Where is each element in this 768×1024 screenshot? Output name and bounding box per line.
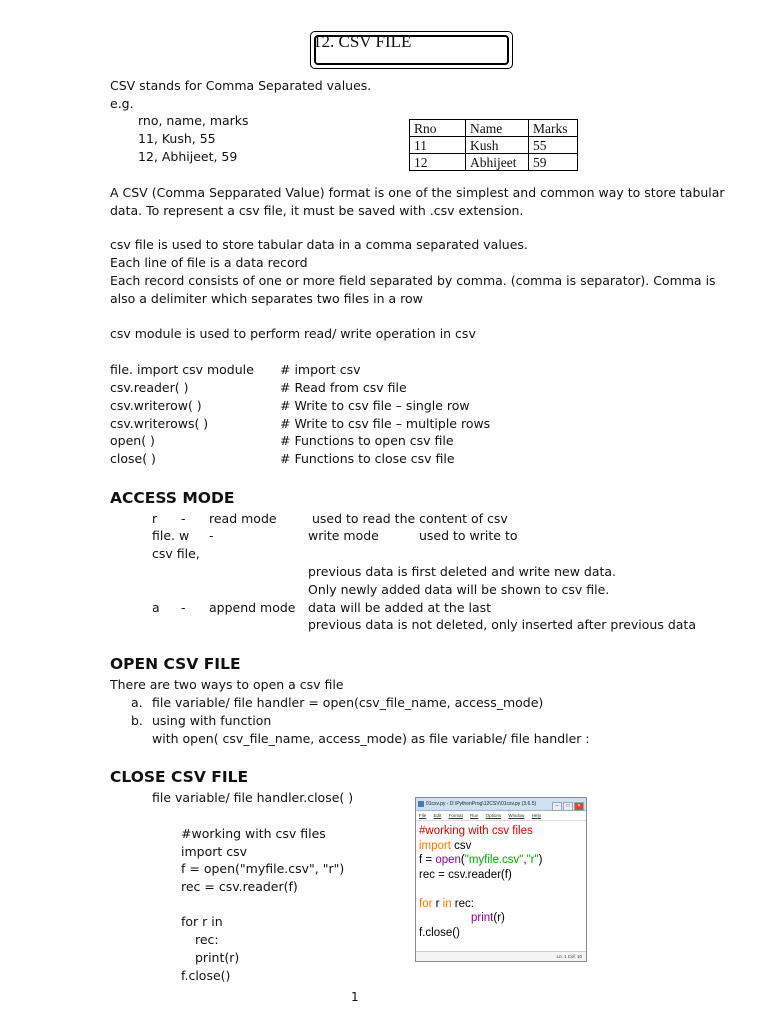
idle-code-line (419, 882, 586, 897)
code-builtin: print (471, 912, 494, 924)
mode-a-name: append mode (209, 600, 296, 615)
mode-w-note-1: previous data is first deleted and write new data. (308, 564, 617, 579)
table-cell: 11 (410, 137, 466, 154)
code-text: , (523, 854, 527, 866)
menu-item: Run (470, 813, 479, 818)
mode-w-dash: - (209, 528, 214, 543)
menu-item: Window (508, 813, 525, 818)
paragraph-2-line-4: also a delimiter which separates two files in a row (110, 291, 423, 306)
example-line-1: rno, name, marks (138, 113, 249, 128)
mode-r-dash: - (181, 511, 186, 526)
paragraph-2-line-1: csv file is used to store tabular data in a comma separated values. (110, 237, 528, 252)
code-line: f = open("myfile.csv", "r") (181, 861, 345, 876)
mode-w-continued: csv file, (152, 546, 200, 561)
mode-w-letter: file. w (152, 528, 190, 543)
table-header-cell: Name (466, 120, 529, 137)
table-header-cell: Marks (529, 120, 578, 137)
close-csv-heading: CLOSE CSV FILE (110, 768, 249, 786)
idle-window-title: 01csv.py - D:\PythonProg\12CSV\01csv.py (3.6.5) (426, 801, 537, 807)
function-name: open( ) (110, 433, 155, 448)
menu-item: Format (448, 813, 463, 818)
page-title: 12. CSV FILE (313, 32, 412, 51)
list-marker-a: a. (131, 695, 143, 710)
menu-item: Edit (433, 813, 442, 818)
code-line: import csv (181, 844, 248, 859)
function-desc: # Read from csv file (280, 380, 407, 395)
table-row (410, 154, 578, 171)
maximize-icon: □ (563, 802, 573, 811)
mode-a-dash: - (181, 600, 186, 615)
function-name: close( ) (110, 451, 156, 466)
mode-r-letter: r (152, 511, 158, 526)
table-cell: Kush (466, 137, 529, 154)
example-line-2: 11, Kush, 55 (138, 131, 216, 146)
idle-code-line (419, 824, 586, 839)
mode-w-desc: used to write to (419, 528, 518, 543)
code-text: ( (460, 854, 465, 866)
code-line: f.close() (181, 968, 231, 983)
open-method-b-syntax: with open( csv_file_name, access_mode) as file variable/ file handler : (152, 731, 590, 746)
table-cell: 55 (529, 137, 578, 154)
code-line: print(r) (195, 950, 240, 965)
code-text: f = (419, 854, 436, 866)
table-cell: 59 (529, 154, 578, 171)
table-header-cell: Rno (410, 120, 466, 137)
function-name: csv.writerow( ) (110, 398, 202, 413)
idle-code-line (419, 853, 586, 868)
code-builtin: open (435, 854, 461, 866)
page-number: 1 (351, 990, 359, 1004)
open-method-b: using with function (152, 713, 272, 728)
minimize-icon: – (552, 802, 562, 811)
table-cell: 12 (410, 154, 466, 171)
function-name: csv.writerows( ) (110, 416, 209, 431)
list-marker-b: b. (131, 713, 143, 728)
close-csv-syntax: file variable/ file handler.close( ) (152, 790, 354, 805)
mode-w-name: write mode (308, 528, 379, 543)
function-desc: # Functions to open csv file (280, 433, 454, 448)
open-method-a: file variable/ file handler = open(csv_file_name, access_mode) (152, 695, 544, 710)
code-text: r (432, 897, 443, 910)
title-box (310, 31, 513, 69)
menu-item: Options (485, 813, 502, 818)
mode-r-name: read mode (209, 511, 277, 526)
code-keyword: in (442, 897, 452, 910)
function-name: csv.reader( ) (110, 380, 189, 395)
paragraph-3: csv module is used to perform read/ write operation in csv (110, 326, 476, 341)
code-line: rec = csv.reader(f) (181, 879, 298, 894)
open-csv-intro: There are two ways to open a csv file (110, 677, 344, 692)
code-text: rec: (451, 897, 474, 910)
example-table (409, 119, 578, 171)
intro-line-2: e.g. (110, 96, 134, 111)
paragraph-1-line-1: A CSV (Comma Sepparated Value) format is one of the simplest and common way to store tabular (110, 185, 725, 200)
code-line: #working with csv files (181, 826, 326, 841)
code-comment: #working with csv files (419, 825, 533, 837)
function-desc: # Write to csv file – single row (280, 398, 470, 413)
function-name: file. import csv module (110, 362, 254, 377)
idle-code-line (419, 897, 586, 912)
menu-item: Help (531, 813, 541, 818)
idle-code-line (419, 868, 586, 883)
menu-item: File (419, 813, 427, 818)
intro-line-1: CSV stands for Comma Separated values. (110, 78, 372, 93)
code-string: "myfile.csv" (464, 854, 524, 866)
code-text: ) (538, 854, 543, 866)
idle-code-line (419, 911, 586, 926)
python-app-icon (418, 801, 424, 807)
table-row (410, 137, 578, 154)
mode-w-note-2: Only newly added data will be shown to csv file. (308, 582, 610, 597)
mode-a-letter: a (152, 600, 160, 615)
example-line-3: 12, Abhijeet, 59 (138, 149, 238, 164)
idle-code-line (419, 839, 586, 854)
close-icon: × (574, 802, 584, 811)
function-desc: # import csv (280, 362, 361, 377)
code-string: "r" (526, 854, 539, 866)
code-text: csv (450, 839, 472, 852)
open-csv-heading: OPEN CSV FILE (110, 655, 241, 673)
mode-a-note: previous data is not deleted, only inserted after previous data (308, 617, 696, 632)
table-header-row (410, 120, 578, 137)
table-cell: Abhijeet (466, 154, 529, 171)
mode-a-desc: data will be added at the last (308, 600, 492, 615)
code-keyword: import (419, 839, 451, 852)
idle-status-bar: Ln: 1 Col: 10 (416, 951, 586, 961)
idle-code-line (419, 926, 586, 941)
idle-title-bar (416, 798, 586, 811)
access-mode-heading: ACCESS MODE (110, 489, 235, 507)
function-desc: # Functions to close csv file (280, 451, 455, 466)
paragraph-2-line-3: Each record consists of one or more field separated by comma. (comma is separator). Comma is (110, 273, 716, 288)
idle-code-area (416, 821, 586, 940)
idle-editor-screenshot (415, 797, 587, 962)
mode-r-desc: used to read the content of csv (312, 511, 508, 526)
function-desc: # Write to csv file – multiple rows (280, 416, 491, 431)
code-line: rec: (195, 932, 219, 947)
idle-menu-bar (416, 811, 586, 821)
paragraph-2-line-2: Each line of file is a data record (110, 255, 308, 270)
code-text: rec = csv.reader(f) (419, 868, 512, 881)
code-text: (r) (493, 912, 505, 924)
paragraph-1-line-2: data. To represent a csv file, it must be saved with .csv extension. (110, 203, 524, 218)
code-keyword: for (419, 897, 433, 910)
code-line: for r in (181, 914, 223, 929)
code-text: f.close() (419, 926, 460, 939)
